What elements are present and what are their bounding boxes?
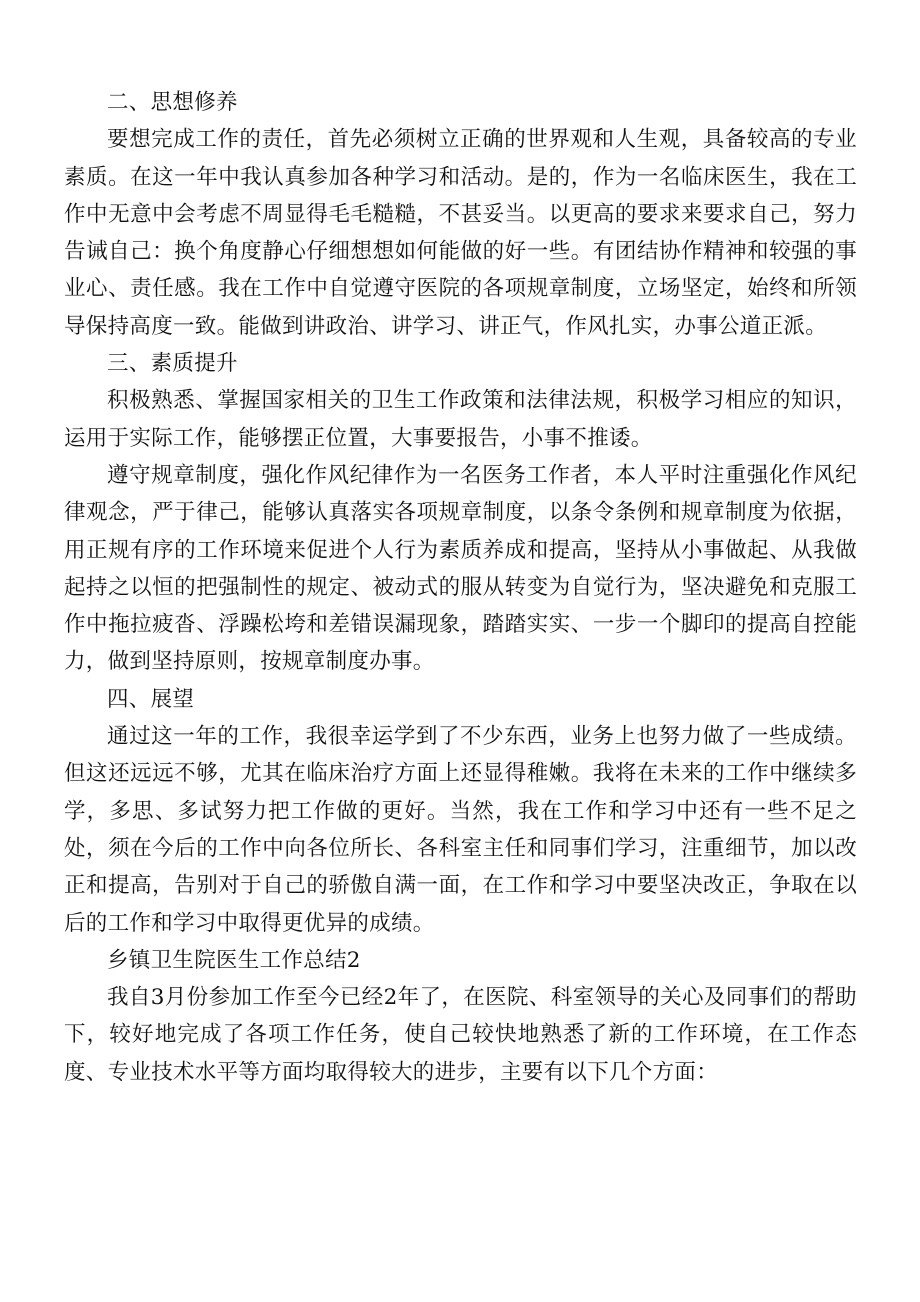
paragraph-summary-intro: 我自3月份参加工作至今已经2年了，在医院、科室领导的关心及同事们的帮助下，较好地完成了各项工作任务，使自己较快地熟悉了新的工作环境，在工作态度、专业技术水平等方面均取得较大的进步，主要有以下几个方面： [64,985,857,1085]
paragraph-outlook: 通过这一年的工作，我很幸运学到了不少东西，业务上也努力做了一些成绩。但这还远远不够，尤其在临床治疗方面上还显得稚嫩。我将在未来的工作中继续多学，多思、多试努力把工作做的更好。当然，我在工作和学习中还有一些不足之处，须在今后的工作中向各位所长、各科室主任和同事们学习，注重细节，加以改正和提高，告别对于自己的骄傲自满一面，在工作和学习中要坚决改正，争取在以后的工作和学习中取得更优异的成绩。 [64,724,857,936]
document-body [64,84,857,1091]
section-heading-outlook: 四、展望 [107,686,195,712]
paragraph-policy: 积极熟悉、掌握国家相关的卫生工作政策和法律法规，积极学习相应的知识，运用于实际工作，能够摆正位置，大事要报告，小事不推诿。 [64,388,857,451]
paragraph-ideology: 要想完成工作的责任，首先必须树立正确的世界观和人生观，具备较高的专业素质。在这一年中我认真参加各种学习和活动。是的，作为一名临床医生，我在工作中无意中会考虑不周显得毛毛糙糙，不甚妥当。以更高的要求来要求自己，努力告诫自己：换个角度静心仔细想想如何能做的好一些。有团结协作精神和较强的事业心、责任感。我在工作中自觉遵守医院的各项规章制度，立场坚定，始终和所领导保持高度一致。能做到讲政治、讲学习、讲正气，作风扎实，办事公道正派。 [64,127,857,339]
paragraph-discipline: 遵守规章制度，强化作风纪律作为一名医务工作者，本人平时注重强化作风纪律观念，严于律己，能够认真落实各项规章制度，以条令条例和规章制度为依据，用正规有序的工作环境来促进个人行为素质养成和提高，坚持从小事做起、从我做起持之以恒的把强制性的规定、被动式的服从转变为自觉行为，坚决避免和克服工作中拖拉疲沓、浮躁松垮和差错误漏现象，踏踏实实、一步一个脚印的提高自控能力，做到坚持原则，按规章制度办事。 [64,462,857,675]
summary-title: 乡镇卫生院医生工作总结2 [107,947,361,973]
section-heading-quality: 三、素质提升 [107,351,238,377]
section-heading-ideology: 二、思想修养 [107,90,238,115]
